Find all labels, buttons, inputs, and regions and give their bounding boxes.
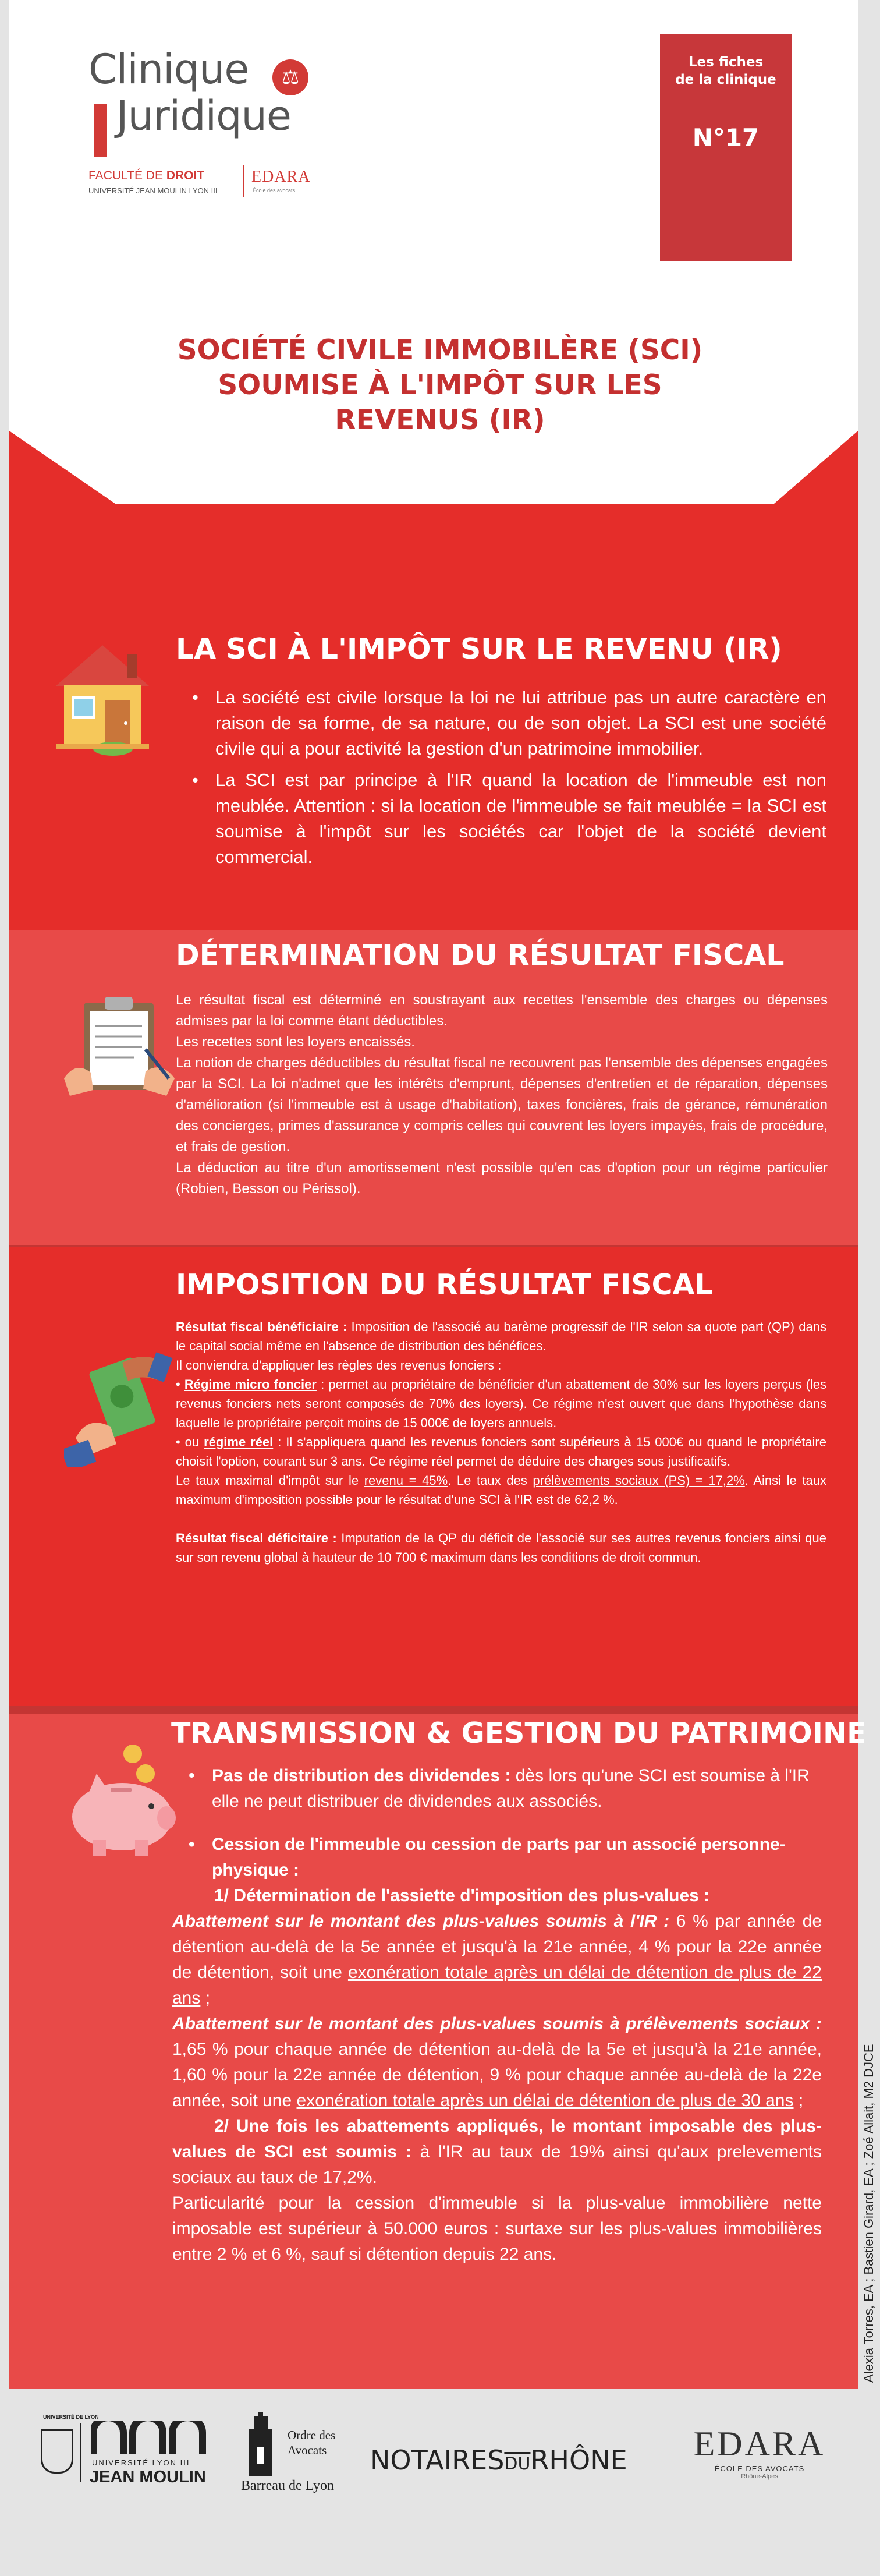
section3-para-4 (176, 1432, 826, 1471)
sub2-label: 2/ Une fois les abattements appliqués, le montant imposable des plus-values de SCI est soumis : (172, 2117, 822, 2161)
faculty-bold: DROIT (166, 169, 205, 182)
p4-label: régime réel (204, 1435, 274, 1449)
sub2-text: à l'IR au taux de 19% ainsi qu'aux prelevements sociaux au taux de 17,2%. (172, 2142, 822, 2187)
barreau-line2: Avocats (288, 2443, 327, 2457)
section1-title: LA SCI À L'IMPÔT SUR LE REVENU (IR) (176, 632, 782, 666)
jm-divider (80, 2423, 81, 2482)
title-line-1: SOCIÉTÉ CIVILE IMMOBILÈRE (SCI) (177, 334, 703, 366)
jm-univ: UNIVERSITÉ LYON III (92, 2458, 190, 2467)
section4-sub2 (172, 2114, 822, 2191)
edara-sub2: Rhône-Alpes (741, 2473, 778, 2480)
clinique-logo (87, 45, 332, 208)
section4-bullet-2: • Cession de l'immeuble ou cession de parts par un associé personne-physique : (189, 1832, 822, 1883)
p6-label: Résultat fiscal déficitaire : (176, 1531, 337, 1545)
section1-bullet-1: • La société est civile lorsque la loi ne lui attribue pas un autre caractère en raison de sa forme, de sa nature, ou de son objet. La SCI est une société civile qui a pour activité la gestion d'un patrimoine immobilier. (192, 685, 826, 762)
notaires-b: $\overline{DU}$ (504, 2454, 531, 2474)
a1-under: exonération totale après un délai de détention de plus de 22 ans (172, 1963, 822, 2008)
section3-para-1 (176, 1317, 826, 1356)
logo-notaires (370, 2444, 627, 2476)
p4-text: : Il s'appliquera quand les revenus fonciers sont supérieurs à 15 000€ ou quand le propriétaire choisit l'option, courant sur 3 ans. Ce régime réel permet de déduire des charges sous justificatifs. (176, 1435, 826, 1469)
a2-under: exonération totale après un délai de détention de plus de 30 ans (296, 2091, 794, 2110)
logo-barreau (241, 2406, 357, 2505)
p3-text: : permet au propriétaire de bénéficier d'un abattement de 30% sur les loyers perçus (les revenus fonciers nets seront composés de 70% des loyers). Ce régime n'est ouvert que dans l'hypothèse dans laquelle le propriétaire perçoit moins de 15 000€ de loyers annuels. (176, 1377, 826, 1430)
a2-text: 1,65 % pour chaque année de détention au-delà de la 5e et jusqu'à la 21e année, 1,60 % pour la 22e année de détention, 9 % pour chaque année au-delà de la 22e année, soit une (172, 2040, 822, 2110)
section4-abattement-ir (172, 1909, 822, 2011)
a2-end: ; (793, 2091, 804, 2110)
p5-a: Le taux maximal d'impôt sur le (176, 1473, 364, 1488)
section2-title: DÉTERMINATION DU RÉSULTAT FISCAL (176, 939, 785, 972)
section1-bullet-2: • La SCI est par principe à l'IR quand la location de l'immeuble est non meublée. Attention : si la location de l'immeuble se fait meublée = la SCI est soumise à l'impôt sur les sociétés car l'objet de la société devient commercial. (192, 767, 826, 870)
title-line-2: SOUMISE À L'IMPÔT SUR LES (218, 369, 662, 401)
jm-name: JEAN MOULIN (90, 2468, 206, 2486)
section2-para-1: Le résultat fiscal est déterminé en soustrayant aux recettes l'ensemble des charges ou dépenses admises par la loi comme étant déductibles. (176, 992, 828, 1029)
p3-prefix: • (176, 1377, 184, 1392)
section2-body (176, 990, 828, 1199)
edara-name: EDARA (693, 2425, 826, 2463)
jm-crest-icon (41, 2429, 73, 2474)
section3-para-2: Il conviendra d'appliquer les règles des revenus fonciers : (176, 1358, 502, 1372)
logo-jean-moulin (41, 2412, 210, 2499)
credits (858, 2361, 880, 2383)
barreau-line3: Barreau de Lyon (241, 2478, 334, 2493)
logo-divider (243, 165, 244, 197)
logo-faculty (88, 169, 204, 183)
barreau-tower-icon (243, 2412, 278, 2476)
section4-title: TRANSMISSION & GESTION DU PATRIMOINE (171, 1717, 867, 1750)
section3-title: IMPOSITION DU RÉSULTAT FISCAL (176, 1268, 713, 1301)
notaires-a: NOTAIRES (370, 2444, 505, 2476)
p6-text: Imputation de la QP du déficit de l'associé sur ses autres revenus fonciers ainsi que sur son revenu global à hauteur de 10 700 € maximum dans les conditions de droit commun. (176, 1531, 826, 1565)
p3-label: Régime micro foncier (184, 1377, 317, 1392)
a2-label: Abattement sur le montant des plus-values soumis à prélèvements sociaux : (172, 2014, 822, 2033)
p1-text: Imposition de l'associé au barème progressif de l'IR selon sa quote part (QP) dans le capital social même en l'absence de distribution des bénéfices. (176, 1319, 826, 1353)
barreau-line1: Ordre des (288, 2428, 336, 2442)
section3-para-5 (176, 1471, 826, 1509)
notaires-c: RHÔNE (530, 2444, 627, 2476)
p5-b: revenu = 45% (364, 1473, 448, 1488)
section2-para-3: La notion de charges déductibles du résultat fiscal ne recouvrent pas l'ensemble des dépenses engagées par la SCI. La loi n'admet que les intérêts d'emprunt, dépenses d'entretien et de réparation, dépenses d'amélioration (si l'immeuble est à usage d'habitation), taxes foncières, frais de gérance, rémunération des concierges, primes d'assurance y compris celles qui couvrent les loyers impayés, frais de procédure, et frais de gestion. (176, 1055, 828, 1155)
section3-body (176, 1317, 826, 1567)
jm-small: UNIVERSITÉ DE LYON (43, 2414, 99, 2420)
p5-d: prélèvements sociaux (PS) = 17,2% (533, 1473, 745, 1488)
b1-label: Pas de distribution des dividendes : (212, 1766, 511, 1785)
a1-label: Abattement sur le montant des plus-values soumis à l'IR : (172, 1912, 670, 1931)
title-line-3: REVENUS (IR) (335, 404, 545, 436)
p1-label: Résultat fiscal bénéficiaire : (176, 1319, 347, 1334)
a1-end: ; (200, 1988, 211, 2008)
logo-university: UNIVERSITÉ JEAN MOULIN LYON III (88, 186, 218, 195)
logo-circle-icon: ⚖ (272, 59, 308, 95)
section2-para-4: La déduction au titre d'un amortissement n'est possible qu'en cas d'option pour un régime particulier (Robien, Besson ou Périssol). (176, 1160, 828, 1197)
a1-text: 6 % par année de détention au-delà de la 5e année et jusqu'à la 21e année, 4 % pour la 22e année de détention, soit une (172, 1912, 822, 1982)
logo-red-bar (94, 104, 107, 157)
page-title (93, 333, 787, 438)
logo-partner: EDARA (251, 168, 311, 186)
p5-e: . Ainsi le taux maximum d'imposition possible pour le résultat d'une SCI à l'IR est de 62,2 %. (176, 1473, 827, 1507)
badge-number: N°17 (692, 123, 760, 152)
footer-logos (0, 2389, 880, 2576)
section4-body (172, 1763, 822, 2267)
p4-prefix: • ou (176, 1435, 204, 1449)
jm-arches-icon (91, 2421, 207, 2456)
clipboard-icon (58, 991, 180, 1107)
logo-partner-sub: École des avocats (253, 187, 296, 193)
logo-line2: Juridique (116, 92, 291, 140)
house-icon (44, 634, 161, 762)
section1-body (192, 685, 826, 870)
section4-abattement-ps (172, 2011, 822, 2114)
section4-bullet-1 (189, 1763, 822, 1814)
section4-sub1: 1/ Détermination de l'assiette d'imposition des plus-values : (214, 1886, 710, 1905)
logo-edara (681, 2423, 838, 2505)
faculty-prefix: FACULTÉ DE (88, 169, 166, 182)
badge-line2: de la clinique (675, 72, 776, 87)
badge-line1: Les fiches (688, 55, 764, 70)
piggy-bank-icon (58, 1741, 186, 1863)
p5-c: . Le taux des (448, 1473, 533, 1488)
fiche-badge (660, 34, 792, 261)
section3-para-3 (176, 1375, 826, 1432)
section4-final: Particularité pour la cession d'immeuble si la plus-value immobilière nette imposable est supérieur à 50.000 euros : surtaxe sur les plus-values immobilières entre 2 % et 6 %, sauf si détention depuis 22 ans. (172, 2193, 822, 2264)
section2-para-2: Les recettes sont les loyers encaissés. (176, 1034, 415, 1050)
logo-line1: Clinique (88, 45, 249, 93)
money-hand-icon (64, 1351, 175, 1467)
b1-text: dès lors qu'une SCI est soumise à l'IR elle ne peut distribuer de dividendes aux associés. (212, 1766, 810, 1811)
edara-sub: ÉCOLE DES AVOCATS (714, 2464, 805, 2473)
section3-para-6 (176, 1528, 826, 1567)
